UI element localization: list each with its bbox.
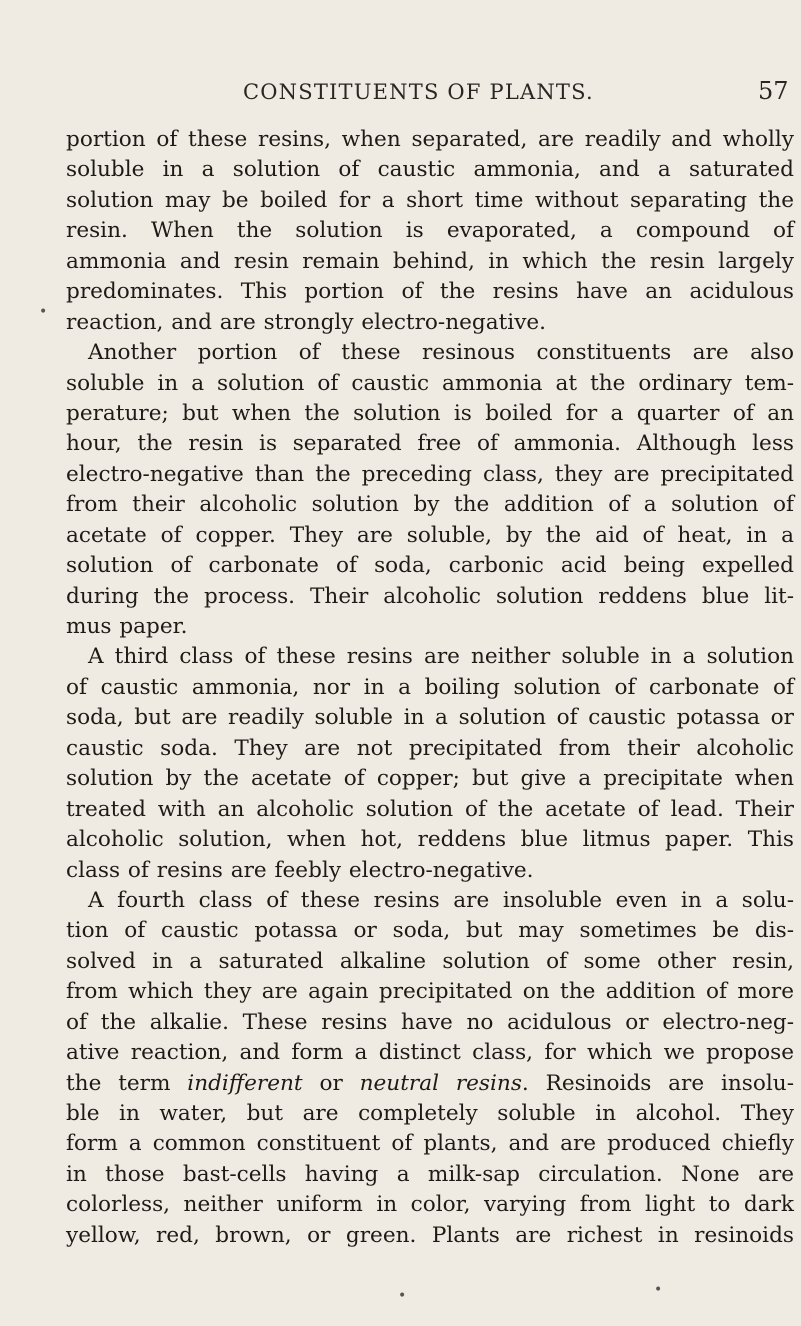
text-line: class of resins are feebly electro-negative.: [66, 857, 534, 883]
text-line: perature; but when the solution is boiled for a quarter of an: [66, 400, 794, 426]
text-line: tion of caustic potassa or soda, but may sometimes be dis-: [66, 918, 794, 944]
text-line: solution may be boiled for a short time without separating the: [66, 187, 794, 213]
text-line: A third class of these resins are neither soluble in a solution: [88, 644, 794, 670]
text-line: of the alkalie. These resins have no acidulous or electro-neg-: [66, 1009, 794, 1035]
margin-mark: •: [654, 1282, 663, 1298]
text-line: soluble in a solution of caustic ammonia, and a saturated: [66, 157, 794, 183]
margin-mark: •: [39, 304, 48, 320]
text-line: in those bast-cells having a milk-sap circulation. None are: [66, 1161, 794, 1187]
text-line: ative reaction, and form a distinct class, for which we propose: [66, 1040, 794, 1066]
text-line: ammonia and resin remain behind, in which the resin largely: [66, 248, 794, 274]
running-title: CONSTITUENTS OF PLANTS.: [243, 80, 594, 104]
text-line: during the process. Their alcoholic solution reddens blue lit-: [66, 583, 794, 609]
text-line: hour, the resin is separated free of ammonia. Although less: [66, 431, 794, 457]
text-line: predominates. This portion of the resins have an acidulous: [66, 279, 794, 305]
text-line: [66, 1069, 794, 1099]
text-line: yellow, red, brown, or green. Plants are richest in resinoids: [66, 1222, 794, 1248]
text-line: treated with an alcoholic solution of the acetate of lead. Their: [66, 796, 794, 822]
text-line: from their alcoholic solution by the addition of a solution of: [66, 492, 794, 518]
text-line: from which they are again precipitated on the addition of more: [66, 979, 794, 1005]
text-segment: . Resinoids are insolu-: [521, 1070, 794, 1096]
text-line: portion of these resins, when separated, are readily and wholly: [66, 127, 794, 152]
text-line: colorless, neither uniform in color, varying from light to dark: [66, 1192, 794, 1218]
text-line: Another portion of these resinous constituents are also: [88, 340, 794, 366]
text-line: of caustic ammonia, nor in a boiling solution of carbonate of: [66, 674, 794, 700]
text-line: resin. When the solution is evaporated, a compound of: [66, 218, 794, 244]
text-segment: or: [302, 1070, 360, 1096]
text-line: soluble in a solution of caustic ammonia at the ordinary tem-: [66, 370, 794, 396]
text-line: form a common constituent of plants, and are produced chiefly: [66, 1131, 794, 1157]
page-number: 57: [758, 77, 789, 105]
text-line: reaction, and are strongly electro-negative.: [66, 309, 547, 335]
text-segment: the term: [66, 1070, 188, 1096]
italic-term: neutral resins: [359, 1070, 522, 1096]
text-line: solution by the acetate of copper; but give a precipitate when: [66, 766, 794, 792]
text-line: solution of carbonate of soda, carbonic acid being expelled: [66, 553, 794, 579]
text-line: mus paper.: [66, 614, 188, 639]
text-line: A fourth class of these resins are insoluble even in a solu-: [88, 887, 794, 913]
text-line: soda, but are readily soluble in a solution of caustic potassa or: [66, 705, 794, 731]
text-line: solved in a saturated alkaline solution of some other resin,: [66, 948, 794, 974]
text-line: alcoholic solution, when hot, reddens blue litmus paper. This: [66, 827, 794, 853]
margin-mark: •: [398, 1288, 407, 1304]
running-head: [0, 77, 801, 110]
text-line: electro-negative than the preceding class, they are precipitated: [66, 461, 794, 487]
body-text: [66, 125, 794, 1251]
text-line: acetate of copper. They are soluble, by the aid of heat, in a: [66, 522, 794, 548]
italic-term: indifferent: [187, 1070, 303, 1096]
text-line: ble in water, but are completely soluble in alcohol. They: [66, 1101, 794, 1126]
text-line: caustic soda. They are not precipitated from their alcoholic: [66, 735, 794, 761]
